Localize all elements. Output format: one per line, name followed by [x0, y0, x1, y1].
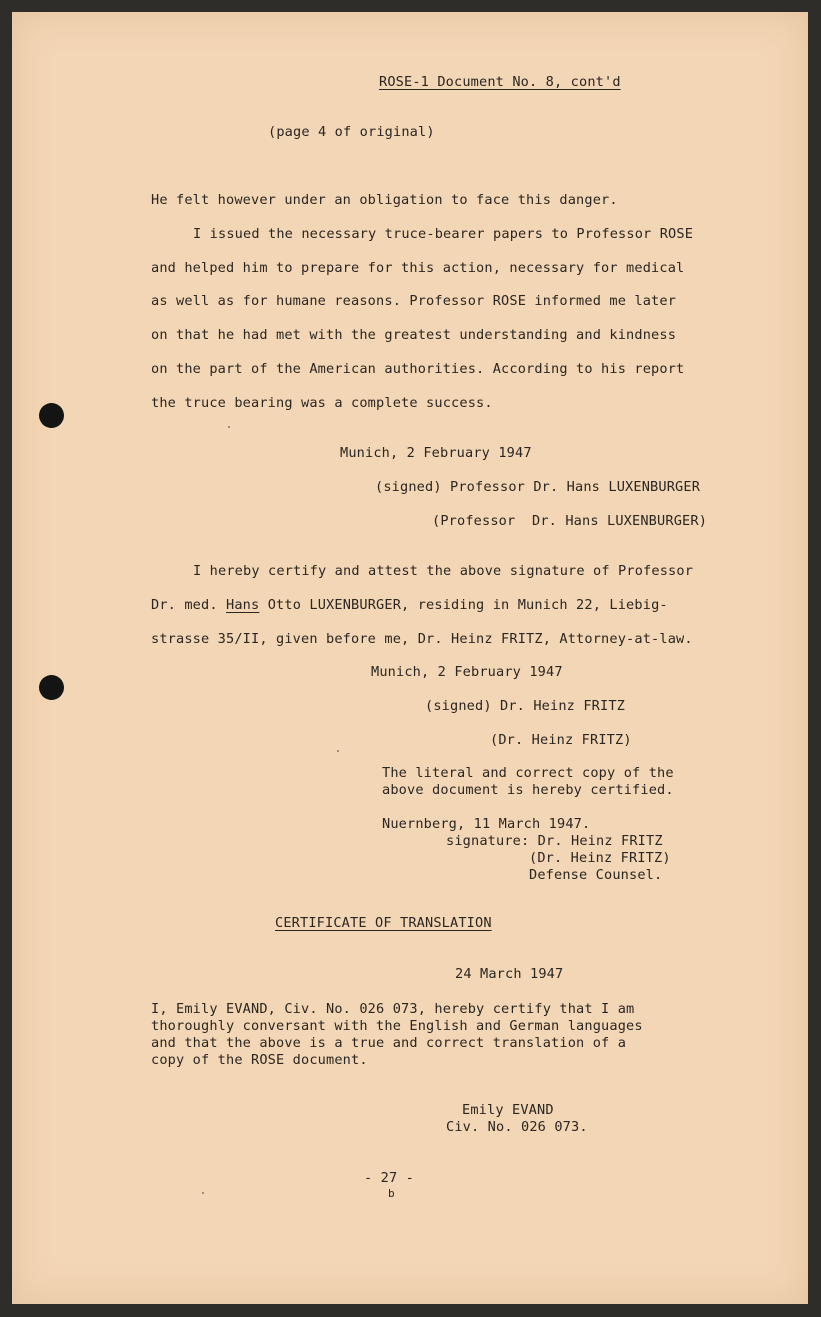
- translator-civ-number: Civ. No. 026 073.: [446, 1119, 588, 1135]
- document-page: [12, 12, 808, 1304]
- attestation-line: I hereby certify and attest the above signature of Professor: [193, 563, 694, 579]
- page-reference: (page 4 of original): [268, 124, 435, 140]
- translation-line: copy of the ROSE document.: [151, 1052, 368, 1068]
- body-line: on that he had met with the greatest understanding and kindness: [151, 327, 677, 343]
- copy-cert-line: above document is hereby certified.: [382, 782, 674, 798]
- copy-cert-place-date: Nuernberg, 11 March 1947.: [382, 816, 591, 832]
- speck: [228, 426, 230, 428]
- body-line: on the part of the American authorities. According to his report: [151, 361, 685, 377]
- body-line: the truce bearing was a complete success.: [151, 395, 493, 411]
- body-line: I issued the necessary truce-bearer papers to Professor ROSE: [193, 226, 694, 242]
- attestation-signed: (signed) Dr. Heinz FRITZ: [425, 698, 626, 714]
- attestation-place-date: Munich, 2 February 1947: [371, 664, 563, 680]
- speck: [337, 750, 339, 752]
- signature-place-date: Munich, 2 February 1947: [340, 445, 532, 461]
- signature-printed-name: (Professor Dr. Hans LUXENBURGER): [432, 513, 708, 529]
- copy-cert-role: Defense Counsel.: [529, 867, 663, 883]
- copy-cert-signature: signature: Dr. Heinz FRITZ: [446, 833, 663, 849]
- punch-hole-bottom: [39, 675, 64, 700]
- translation-heading: CERTIFICATE OF TRANSLATION: [275, 915, 492, 931]
- translation-line: I, Emily EVAND, Civ. No. 026 073, hereby certify that I am: [151, 1001, 635, 1017]
- attestation-line: [151, 597, 668, 613]
- copy-cert-printed-name: (Dr. Heinz FRITZ): [529, 850, 671, 866]
- translation-line: and that the above is a true and correct translation of a: [151, 1035, 627, 1051]
- document-reference: ROSE-1 Document No. 8, cont'd: [379, 74, 621, 90]
- attestation-text: Otto LUXENBURGER, residing in Munich 22, Liebig-: [259, 597, 668, 613]
- attestation-text: Dr. med.: [151, 597, 227, 613]
- page-sub-mark: b: [388, 1187, 395, 1200]
- body-line: and helped him to prepare for this action, necessary for medical: [151, 260, 685, 276]
- punch-hole-top: [39, 403, 64, 428]
- speck: [202, 1192, 204, 1194]
- translation-date: 24 March 1947: [455, 966, 564, 982]
- translation-line: thoroughly conversant with the English and German languages: [151, 1018, 643, 1034]
- translator-name: Emily EVAND: [462, 1102, 554, 1118]
- page-number: - 27 -: [364, 1170, 415, 1186]
- copy-cert-line: The literal and correct copy of the: [382, 765, 674, 781]
- signature-signed: (signed) Professor Dr. Hans LUXENBURGER: [375, 479, 701, 495]
- attestation-line: strasse 35/II, given before me, Dr. Heinz FRITZ, Attorney-at-law.: [151, 631, 693, 647]
- attestation-underlined-name: Hans: [226, 597, 260, 613]
- body-line: as well as for humane reasons. Professor ROSE informed me later: [151, 293, 677, 309]
- attestation-printed-name: (Dr. Heinz FRITZ): [490, 732, 632, 748]
- body-line: He felt however under an obligation to face this danger.: [151, 192, 618, 208]
